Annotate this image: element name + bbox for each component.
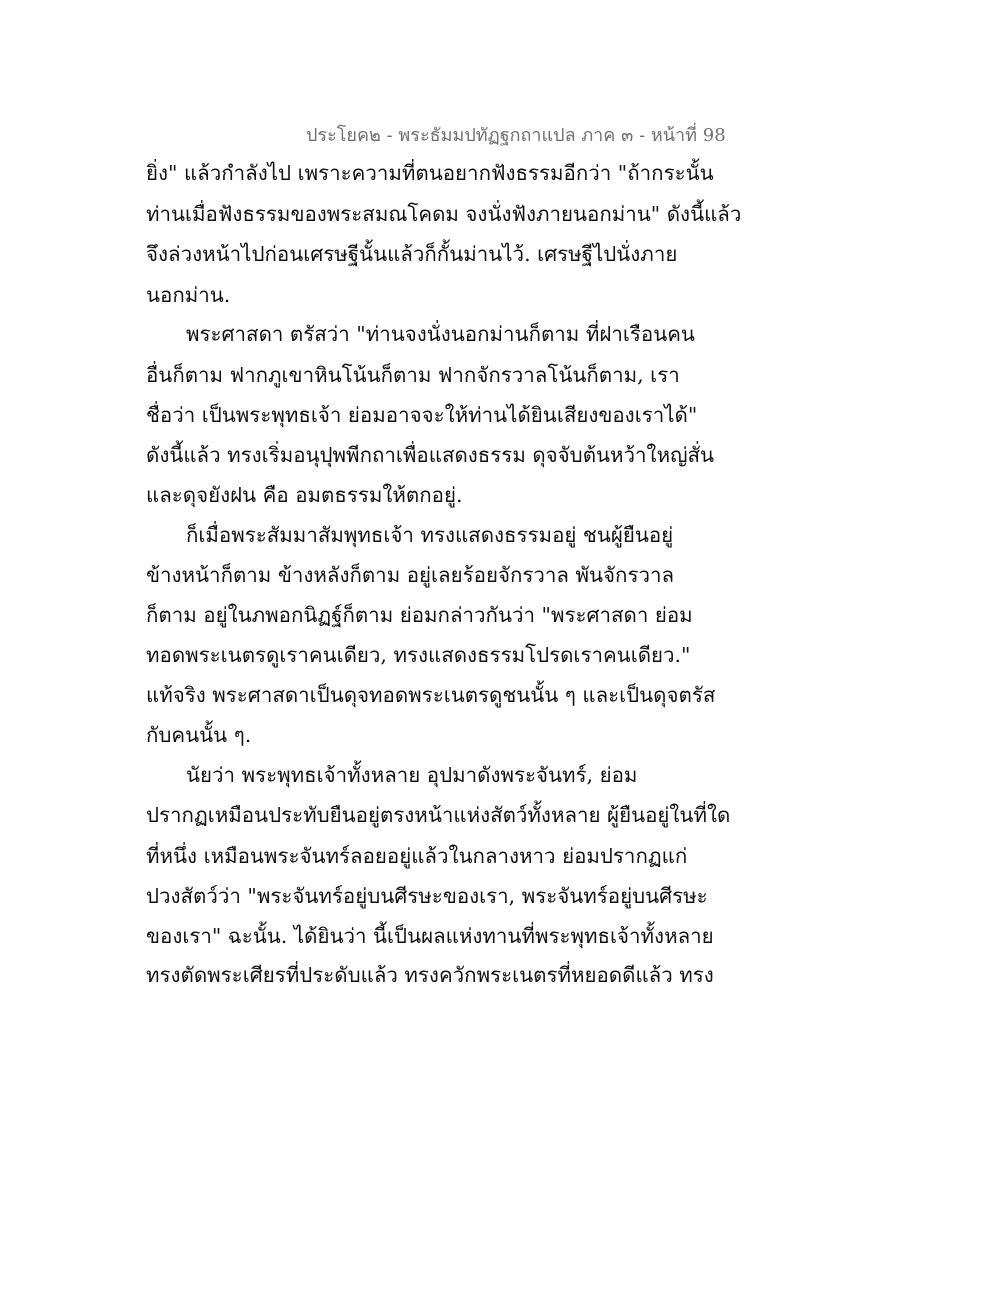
paragraph-first-line: ก็เมื่อพระสัมมาสัมพุทธเจ้า ทรงแสดงธรรมอยู่ ชนผู้ยืนอยู่: [186, 523, 674, 547]
text-line: ปวงสัตว์ว่า "พระจันทร์อยู่บนศีรษะของเรา, พระจันทร์อยู่บนศีรษะ: [146, 884, 708, 908]
text-line: ดังนี้แล้ว ทรงเริ่มอนุปุพพีกถาเพื่อแสดงธรรม ดุจจับต้นหว้าใหญ่สั่น: [146, 443, 715, 467]
text-line: จึงล่วงหน้าไปก่อนเศรษฐีนั้นแล้วก็กั้นม่านไว้. เศรษฐีไปนั่งภาย: [146, 242, 678, 266]
text-line: ปรากฏเหมือนประทับยืนอยู่ตรงหน้าแห่งสัตว์ทั้งหลาย ผู้ยืนอยู่ในที่ใด: [146, 803, 731, 827]
text-line: อื่นก็ตาม ฟากภูเขาหินโน้นก็ตาม ฟากจักรวาลโน้นก็ตาม, เรา: [146, 363, 680, 387]
paragraph-first-line: พระศาสดา ตรัสว่า "ท่านจงนั่งนอกม่านก็ตาม ที่ฝาเรือนคน: [186, 322, 695, 346]
text-line: ท่านเมื่อฟังธรรมของพระสมณโคดม จงนั่งฟังภายนอกม่าน" ดังนี้แล้ว: [146, 202, 742, 226]
text-line: แท้จริง พระศาสดาเป็นดุจทอดพระเนตรดูชนนั้น ๆ และเป็นดุจตรัส: [146, 683, 716, 707]
text-line: นอกม่าน.: [146, 283, 231, 307]
text-line: ก็ตาม อยู่ในภพอกนิฏฐ์ก็ตาม ย่อมกล่าวกันว่า "พระศาสดา ย่อม: [146, 603, 693, 627]
text-line: และดุจยังฝน คือ อมตธรรมให้ตกอยู่.: [146, 483, 463, 507]
page-header: ประโยค๒ - พระธัมมปทัฏฐกถาแปล ภาค ๓ - หน้าที่ 98: [306, 125, 726, 146]
text-line: ทอดพระเนตรดูเราคนเดียว, ทรงแสดงธรรมโปรดเราคนเดียว.": [146, 643, 691, 667]
text-line: ที่หนึ่ง เหมือนพระจันทร์ลอยอยู่แล้วในกลางหาว ย่อมปรากฏแก่: [146, 844, 688, 868]
text-line: กับคนนั้น ๆ.: [146, 723, 252, 747]
text-line: ชื่อว่า เป็นพระพุทธเจ้า ย่อมอาจจะให้ท่านได้ยินเสียงของเราได้": [146, 403, 698, 427]
text-line: ของเรา" ฉะนั้น. ได้ยินว่า นี้เป็นผลแห่งทานที่พระพุทธเจ้าทั้งหลาย: [146, 924, 714, 948]
paragraph-first-line: นัยว่า พระพุทธเจ้าทั้งหลาย อุปมาดังพระจันทร์, ย่อม: [186, 763, 638, 787]
text-line: ยิ่ง" แล้วกำลังไป เพราะความที่ตนอยากฟังธรรมอีกว่า "ถ้ากระนั้น: [146, 161, 714, 185]
text-line: ข้างหน้าก็ตาม ข้างหลังก็ตาม อยู่เลยร้อยจักรวาล พันจักรวาล: [146, 563, 675, 587]
text-line: ทรงตัดพระเศียรที่ประดับแล้ว ทรงควักพระเนตรที่หยอดดีแล้ว ทรง: [146, 963, 714, 987]
